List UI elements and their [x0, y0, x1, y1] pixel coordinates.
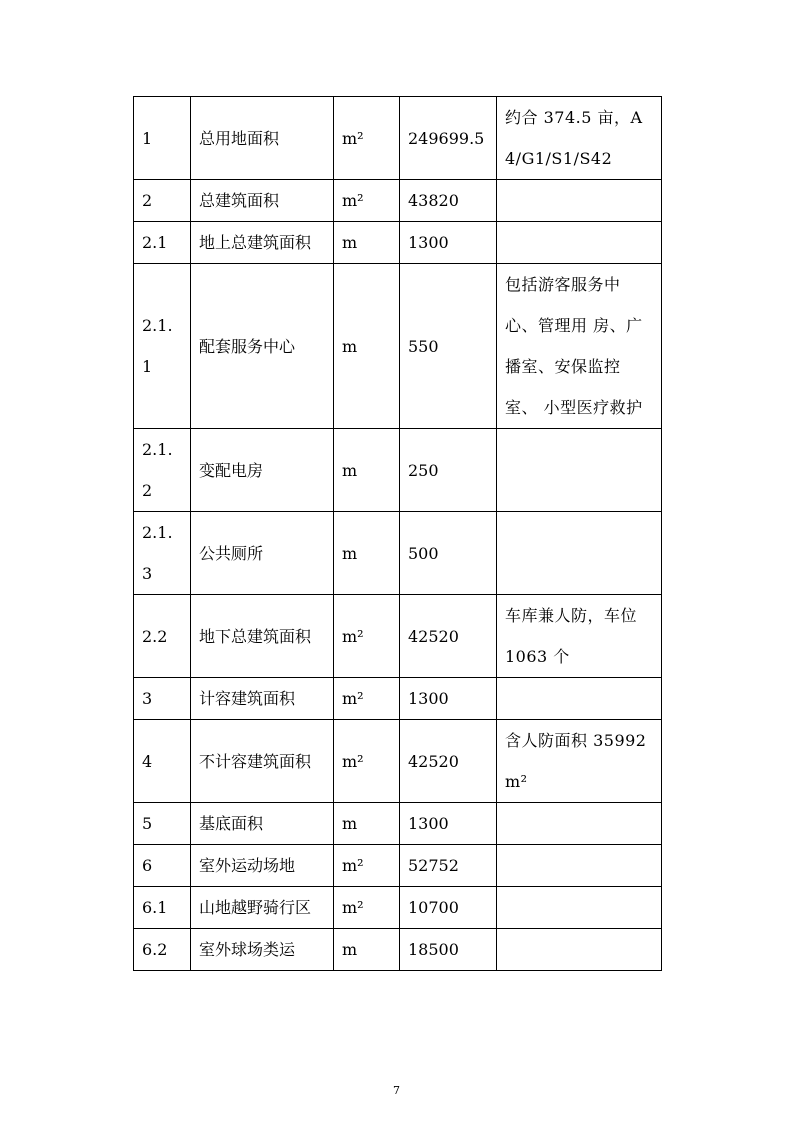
row-index: 2.1.2: [134, 429, 191, 512]
row-name: 计容建筑面积: [191, 678, 334, 720]
row-index: 2.1.3: [134, 512, 191, 595]
row-name: 地上总建筑面积: [191, 222, 334, 264]
table-row: [134, 512, 662, 595]
row-unit: m: [334, 222, 400, 264]
table-row: [134, 429, 662, 512]
row-note: [497, 180, 662, 222]
spec-table: [133, 96, 662, 971]
row-note: 包括游客服务中心、管理用 房、广播室、安保监控室、 小型医疗救护: [497, 264, 662, 429]
row-unit: m: [334, 429, 400, 512]
row-value: 500: [400, 512, 497, 595]
row-note: [497, 929, 662, 971]
row-index: 3: [134, 678, 191, 720]
row-name: 地下总建筑面积: [191, 595, 334, 678]
table-row: [134, 803, 662, 845]
row-index: 2.1.1: [134, 264, 191, 429]
row-index: 2.2: [134, 595, 191, 678]
row-value: 249699.5: [400, 97, 497, 180]
row-name: 总建筑面积: [191, 180, 334, 222]
row-name: 变配电房: [191, 429, 334, 512]
table-row: [134, 845, 662, 887]
row-unit: m²: [334, 97, 400, 180]
row-index: 2.1: [134, 222, 191, 264]
row-name: 配套服务中心: [191, 264, 334, 429]
row-index: 5: [134, 803, 191, 845]
row-value: 1300: [400, 222, 497, 264]
row-unit: m: [334, 803, 400, 845]
row-unit: m²: [334, 678, 400, 720]
row-value: 250: [400, 429, 497, 512]
row-note: [497, 222, 662, 264]
row-value: 18500: [400, 929, 497, 971]
row-index: 6.2: [134, 929, 191, 971]
row-index: 4: [134, 720, 191, 803]
table-row: [134, 887, 662, 929]
row-value: 42520: [400, 720, 497, 803]
row-value: 550: [400, 264, 497, 429]
row-name: 不计容建筑面积: [191, 720, 334, 803]
row-name: 总用地面积: [191, 97, 334, 180]
row-unit: m: [334, 264, 400, 429]
row-value: 52752: [400, 845, 497, 887]
row-value: 1300: [400, 678, 497, 720]
row-note: [497, 803, 662, 845]
table-row: [134, 180, 662, 222]
table-row: [134, 595, 662, 678]
row-name: 基底面积: [191, 803, 334, 845]
table-row: [134, 264, 662, 429]
table-row: [134, 97, 662, 180]
row-name: 室外运动场地: [191, 845, 334, 887]
table-row: [134, 678, 662, 720]
row-index: 6.1: [134, 887, 191, 929]
row-note: [497, 678, 662, 720]
row-note: [497, 429, 662, 512]
row-value: 42520: [400, 595, 497, 678]
row-index: 6: [134, 845, 191, 887]
row-note: [497, 512, 662, 595]
row-unit: m: [334, 929, 400, 971]
row-value: 1300: [400, 803, 497, 845]
row-value: 43820: [400, 180, 497, 222]
row-note: [497, 845, 662, 887]
row-index: 2: [134, 180, 191, 222]
row-note: 含人防面积 35992m²: [497, 720, 662, 803]
row-unit: m²: [334, 595, 400, 678]
row-note: 车库兼人防，车位 1063 个: [497, 595, 662, 678]
row-value: 10700: [400, 887, 497, 929]
row-note: [497, 887, 662, 929]
row-unit: m²: [334, 845, 400, 887]
row-unit: m²: [334, 180, 400, 222]
row-name: 山地越野骑行区: [191, 887, 334, 929]
row-name: 公共厕所: [191, 512, 334, 595]
row-index: 1: [134, 97, 191, 180]
row-note: 约合 374.5 亩，A4/G1/S1/S42: [497, 97, 662, 180]
row-name: 室外球场类运: [191, 929, 334, 971]
table-row: [134, 929, 662, 971]
row-unit: m²: [334, 720, 400, 803]
table-row: [134, 222, 662, 264]
page-number: 7: [393, 1084, 400, 1097]
table-row: [134, 720, 662, 803]
row-unit: m²: [334, 887, 400, 929]
row-unit: m: [334, 512, 400, 595]
